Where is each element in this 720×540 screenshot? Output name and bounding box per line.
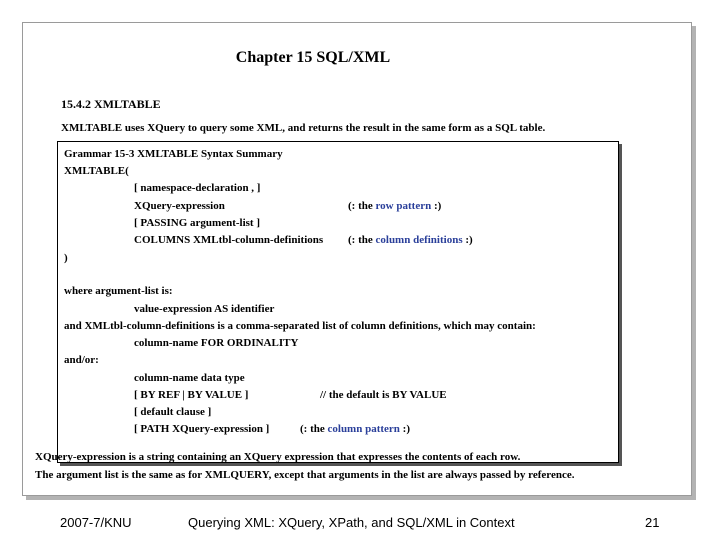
comment-prefix: (: the bbox=[348, 234, 376, 246]
path-expression: [ PATH XQuery-expression ] bbox=[134, 423, 270, 435]
where-argument-list: where argument-list is: bbox=[64, 285, 173, 297]
column-type: column-name data type bbox=[134, 372, 245, 384]
column-pattern-comment bbox=[300, 423, 410, 435]
ordinality: column-name FOR ORDINALITY bbox=[134, 337, 299, 349]
slide-frame bbox=[22, 22, 692, 496]
note-xquery-expression: XQuery-expression is a string containing an XQuery expression that expresses the contents of each row. bbox=[35, 451, 521, 463]
grammar-passing: [ PASSING argument-list ] bbox=[134, 217, 260, 229]
and-definitions: and XMLtbl-column-definitions is a comma-separated list of column definitions, which may contain: bbox=[64, 320, 536, 332]
comment-prefix: (: the bbox=[300, 423, 328, 435]
section-heading: 15.4.2 XMLTABLE bbox=[61, 97, 161, 111]
column-pattern-term: column pattern bbox=[327, 423, 400, 435]
slide-title: Chapter 15 SQL/XML bbox=[235, 49, 391, 66]
footer-left: 2007-7/KNU bbox=[60, 515, 132, 530]
grammar-close: ) bbox=[64, 252, 68, 264]
default-clause: [ default clause ] bbox=[134, 406, 212, 418]
footer-center: Querying XML: XQuery, XPath, and SQL/XML in Context bbox=[188, 515, 515, 530]
page-number: 21 bbox=[645, 515, 660, 530]
column-definitions-comment bbox=[348, 234, 473, 246]
comment-suffix: :) bbox=[431, 200, 442, 212]
by-ref-comment: // the default is BY VALUE bbox=[320, 389, 447, 401]
value-expression: value-expression AS identifier bbox=[134, 303, 275, 315]
grammar-columns: COLUMNS XMLtbl-column-definitions bbox=[134, 234, 324, 246]
comment-prefix: (: the bbox=[348, 200, 376, 212]
column-definitions-term: column definitions bbox=[375, 234, 463, 246]
grammar-open: XMLTABLE( bbox=[64, 165, 129, 177]
grammar-xquery-expr: XQuery-expression bbox=[134, 200, 225, 212]
by-ref: [ BY REF | BY VALUE ] bbox=[134, 389, 249, 401]
grammar-caption: Grammar 15-3 XMLTABLE Syntax Summary bbox=[64, 148, 283, 160]
grammar-box bbox=[57, 141, 619, 463]
grammar-ns-decl: [ namespace-declaration , ] bbox=[134, 182, 261, 194]
and-or: and/or: bbox=[64, 354, 99, 366]
intro-text: XMLTABLE uses XQuery to query some XML, and returns the result in the same form as a SQL table. bbox=[61, 122, 546, 134]
row-pattern-comment bbox=[348, 200, 441, 212]
row-pattern-term: row pattern bbox=[375, 200, 432, 212]
comment-suffix: :) bbox=[462, 234, 473, 246]
note-argument-list: The argument list is the same as for XMLQUERY, except that arguments in the list are always passed by reference. bbox=[35, 469, 575, 481]
comment-suffix: :) bbox=[399, 423, 410, 435]
